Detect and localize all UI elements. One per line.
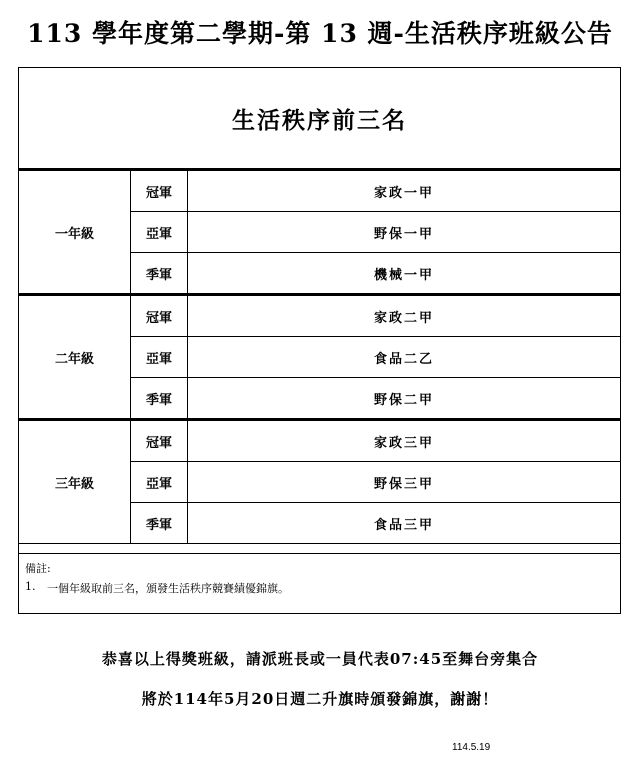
grade-label: 三年級 [19, 420, 131, 544]
class-name: 食品三甲 [188, 503, 621, 544]
note-text: 一個年級取前三名，頒發生活秩序競賽績優錦旗。 [47, 582, 289, 595]
grade-label: 一年級 [19, 170, 131, 295]
rank-label: 亞軍 [131, 462, 188, 503]
notes-label: 備註: [25, 562, 51, 575]
rank-label: 亞軍 [131, 337, 188, 378]
rank-label: 季軍 [131, 253, 188, 295]
grade-label: 二年級 [19, 295, 131, 420]
rank-label: 冠軍 [131, 295, 188, 337]
class-name: 食品二乙 [188, 337, 621, 378]
page-title: 113 學年度第二學期-第 13 週-生活秩序班級公告 [27, 19, 613, 48]
class-name: 野保二甲 [188, 378, 621, 420]
note-item [25, 580, 614, 596]
table-row [19, 295, 621, 337]
ranking-title: 生活秩序前三名 [232, 106, 407, 134]
rank-label: 季軍 [131, 378, 188, 420]
class-name: 家政三甲 [188, 420, 621, 462]
class-name: 野保三甲 [188, 462, 621, 503]
note-number: 1. [25, 580, 36, 593]
class-name: 機械一甲 [188, 253, 621, 295]
rank-label: 亞軍 [131, 212, 188, 253]
closing-line-2: 將於114年5月20日週二升旗時頒發錦旗，謝謝！ [141, 690, 499, 708]
issue-date: 114.5.19 [452, 742, 491, 753]
ranking-table [18, 168, 621, 544]
class-name: 野保一甲 [188, 212, 621, 253]
rank-label: 冠軍 [131, 420, 188, 462]
notes-section [19, 553, 620, 613]
table-row [19, 170, 621, 212]
rank-label: 冠軍 [131, 170, 188, 212]
rank-label: 季軍 [131, 503, 188, 544]
closing-line-1: 恭喜以上得獎班級，請派班長或一員代表07:45至舞台旁集合 [101, 650, 539, 668]
class-name: 家政一甲 [188, 170, 621, 212]
class-name: 家政二甲 [188, 295, 621, 337]
announcement-box [18, 67, 621, 614]
table-row [19, 420, 621, 462]
